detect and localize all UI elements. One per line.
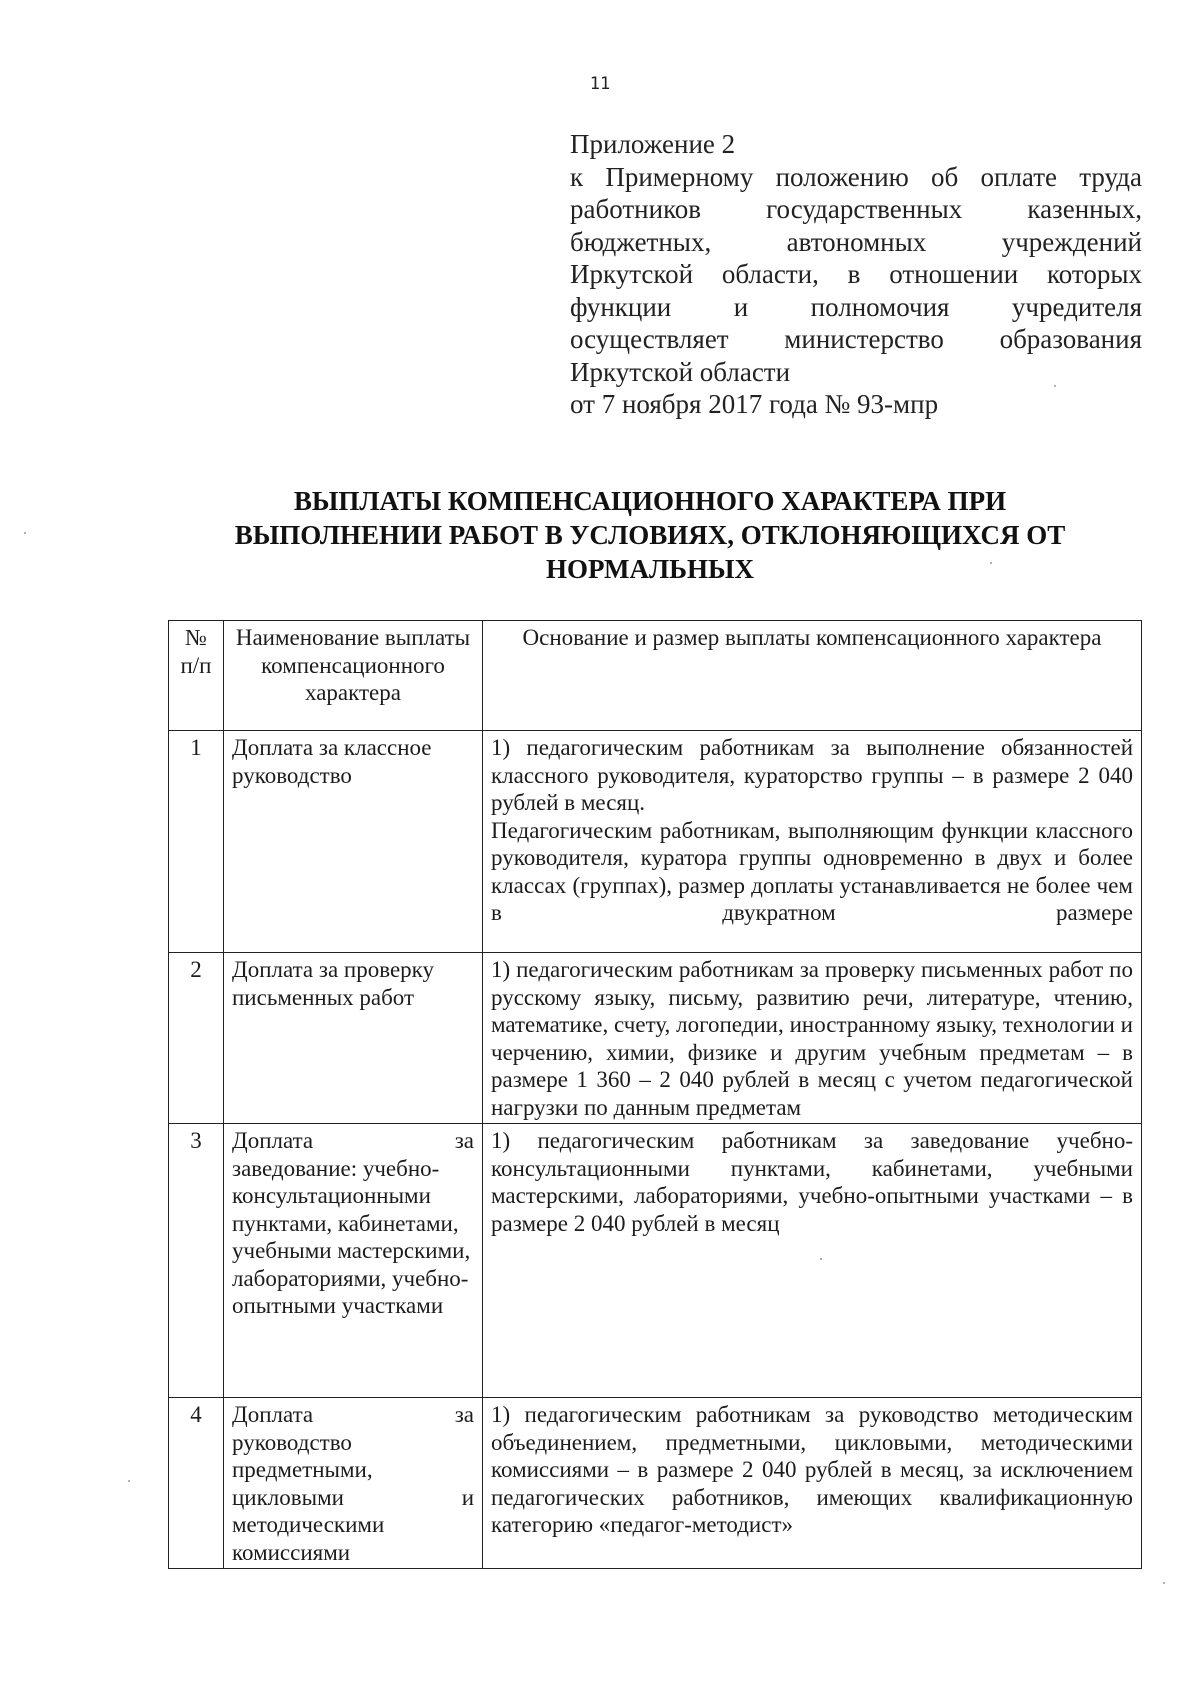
row-name-word: и bbox=[461, 1484, 474, 1510]
appendix-title: Приложение 2 bbox=[570, 129, 736, 159]
row-number: 3 bbox=[169, 1124, 224, 1398]
document-title-line: ВЫПОЛНЕНИИ РАБОТ В УСЛОВИЯХ, ОТКЛОНЯЮЩИХСЯ ОТ bbox=[234, 520, 1066, 550]
compensation-table bbox=[168, 620, 1142, 1569]
scan-speck bbox=[1054, 385, 1056, 387]
appendix-date-line: от 7 ноября 2017 года № 93-мпр bbox=[570, 389, 939, 419]
row-name-mid: руководство предметными, bbox=[232, 1429, 373, 1482]
header-name: Наименование выплаты компенсационного характера bbox=[224, 621, 483, 731]
appendix-line: работников государственных казенных, bbox=[570, 194, 1142, 224]
row-basis-paragraph: 1) педагогическим работникам за выполнение обязанностей классного руководителя, кураторство группы – в размере 2 040 рублей в месяц. bbox=[491, 735, 1133, 815]
row-basis bbox=[483, 1398, 1142, 1569]
row-name-word: за bbox=[454, 1402, 474, 1427]
scan-speck bbox=[128, 1480, 130, 1482]
scan-speck bbox=[24, 532, 26, 534]
table-row bbox=[169, 1124, 1142, 1398]
appendix-line: осуществляет министерство образования bbox=[570, 324, 1142, 354]
row-basis-paragraph: 1) педагогическим работникам за руководство методическим объединением, предметными, цикловыми, методическими комиссиями – в размере 2 040 рублей в месяц, за исключением педагогических работников, имеющих квалификационную категорию «педагог-методист» bbox=[491, 1402, 1133, 1537]
row-basis bbox=[483, 1124, 1142, 1398]
scan-speck bbox=[1163, 1582, 1165, 1584]
document-title-line: ВЫПЛАТЫ КОМПЕНСАЦИОННОГО ХАРАКТЕРА ПРИ bbox=[293, 486, 1007, 516]
appendix-line: бюджетных, автономных учреждений bbox=[570, 226, 1142, 257]
row-number: 1 bbox=[169, 731, 224, 953]
header-number: № п/п bbox=[169, 621, 224, 731]
row-name-rest: методическими комиссиями bbox=[232, 1512, 385, 1565]
header-basis: Основание и размер выплаты компенсационного характера bbox=[483, 621, 1142, 731]
scan-speck bbox=[990, 562, 992, 564]
row-name-word: Доплата bbox=[232, 1128, 314, 1153]
row-name-first-line bbox=[232, 1401, 474, 1429]
row-basis-paragraph: Педагогическим работникам, выполняющим функции классного руководителя, куратора группы одновременно в двух и более классах (группах), размер доплаты устанавливается не более чем в двукратном размере bbox=[491, 817, 1133, 925]
row-basis-paragraph: 1) педагогическим работникам за проверку письменных работ по русскому языку, письму, развитию речи, литературе, чтению, математике, счету, логопедии, иностранному языку, технологии и черчению, химии, физике и другим учебным предметам – в размере 1 360 – 2 040 рублей в месяц с учетом педагогической нагрузки по данным предметам bbox=[491, 957, 1133, 1120]
row-basis bbox=[483, 731, 1142, 953]
row-basis bbox=[483, 953, 1142, 1124]
row-name-word: цикловыми bbox=[232, 1484, 344, 1510]
row-name bbox=[224, 1124, 483, 1398]
appendix-line: к Примерному положению об оплате труда bbox=[570, 161, 1142, 192]
page-number: 11 bbox=[589, 74, 611, 94]
table-row bbox=[169, 731, 1142, 953]
row-name: Доплата за классное руководство bbox=[224, 731, 483, 953]
row-name-line bbox=[232, 1484, 474, 1512]
row-number: 4 bbox=[169, 1398, 224, 1569]
appendix-line: Иркутской области, в отношении которых bbox=[570, 259, 1142, 289]
row-name-word: Доплата bbox=[232, 1402, 314, 1427]
row-name bbox=[224, 1398, 483, 1569]
appendix-line: Иркутской области bbox=[570, 356, 791, 387]
row-name-first-line bbox=[232, 1127, 474, 1155]
table-header-row bbox=[169, 621, 1142, 731]
row-number: 2 bbox=[169, 953, 224, 1124]
table-row bbox=[169, 953, 1142, 1124]
scan-speck bbox=[820, 1258, 822, 1260]
document-title-line: НОРМАЛЬНЫХ bbox=[546, 554, 754, 584]
row-name-word: за bbox=[454, 1128, 474, 1153]
document-title bbox=[170, 484, 1130, 586]
appendix-line: функции и полномочия учредителя bbox=[570, 291, 1142, 322]
row-basis-paragraph: 1) педагогическим работникам за заведование учебно-консультационными пунктами, кабинетами, учебными мастерскими, лабораториями, учебно-опытными участками – в размере 2 040 рублей в месяц bbox=[491, 1128, 1133, 1236]
row-name: Доплата за проверку письменных работ bbox=[224, 953, 483, 1124]
table-row bbox=[169, 1398, 1142, 1569]
row-name-rest: заведование: учебно-консультационными пунктами, кабинетами, учебными мастерскими, лабораториями, учебно-опытными участками bbox=[232, 1155, 471, 1318]
appendix-block bbox=[570, 128, 1142, 421]
